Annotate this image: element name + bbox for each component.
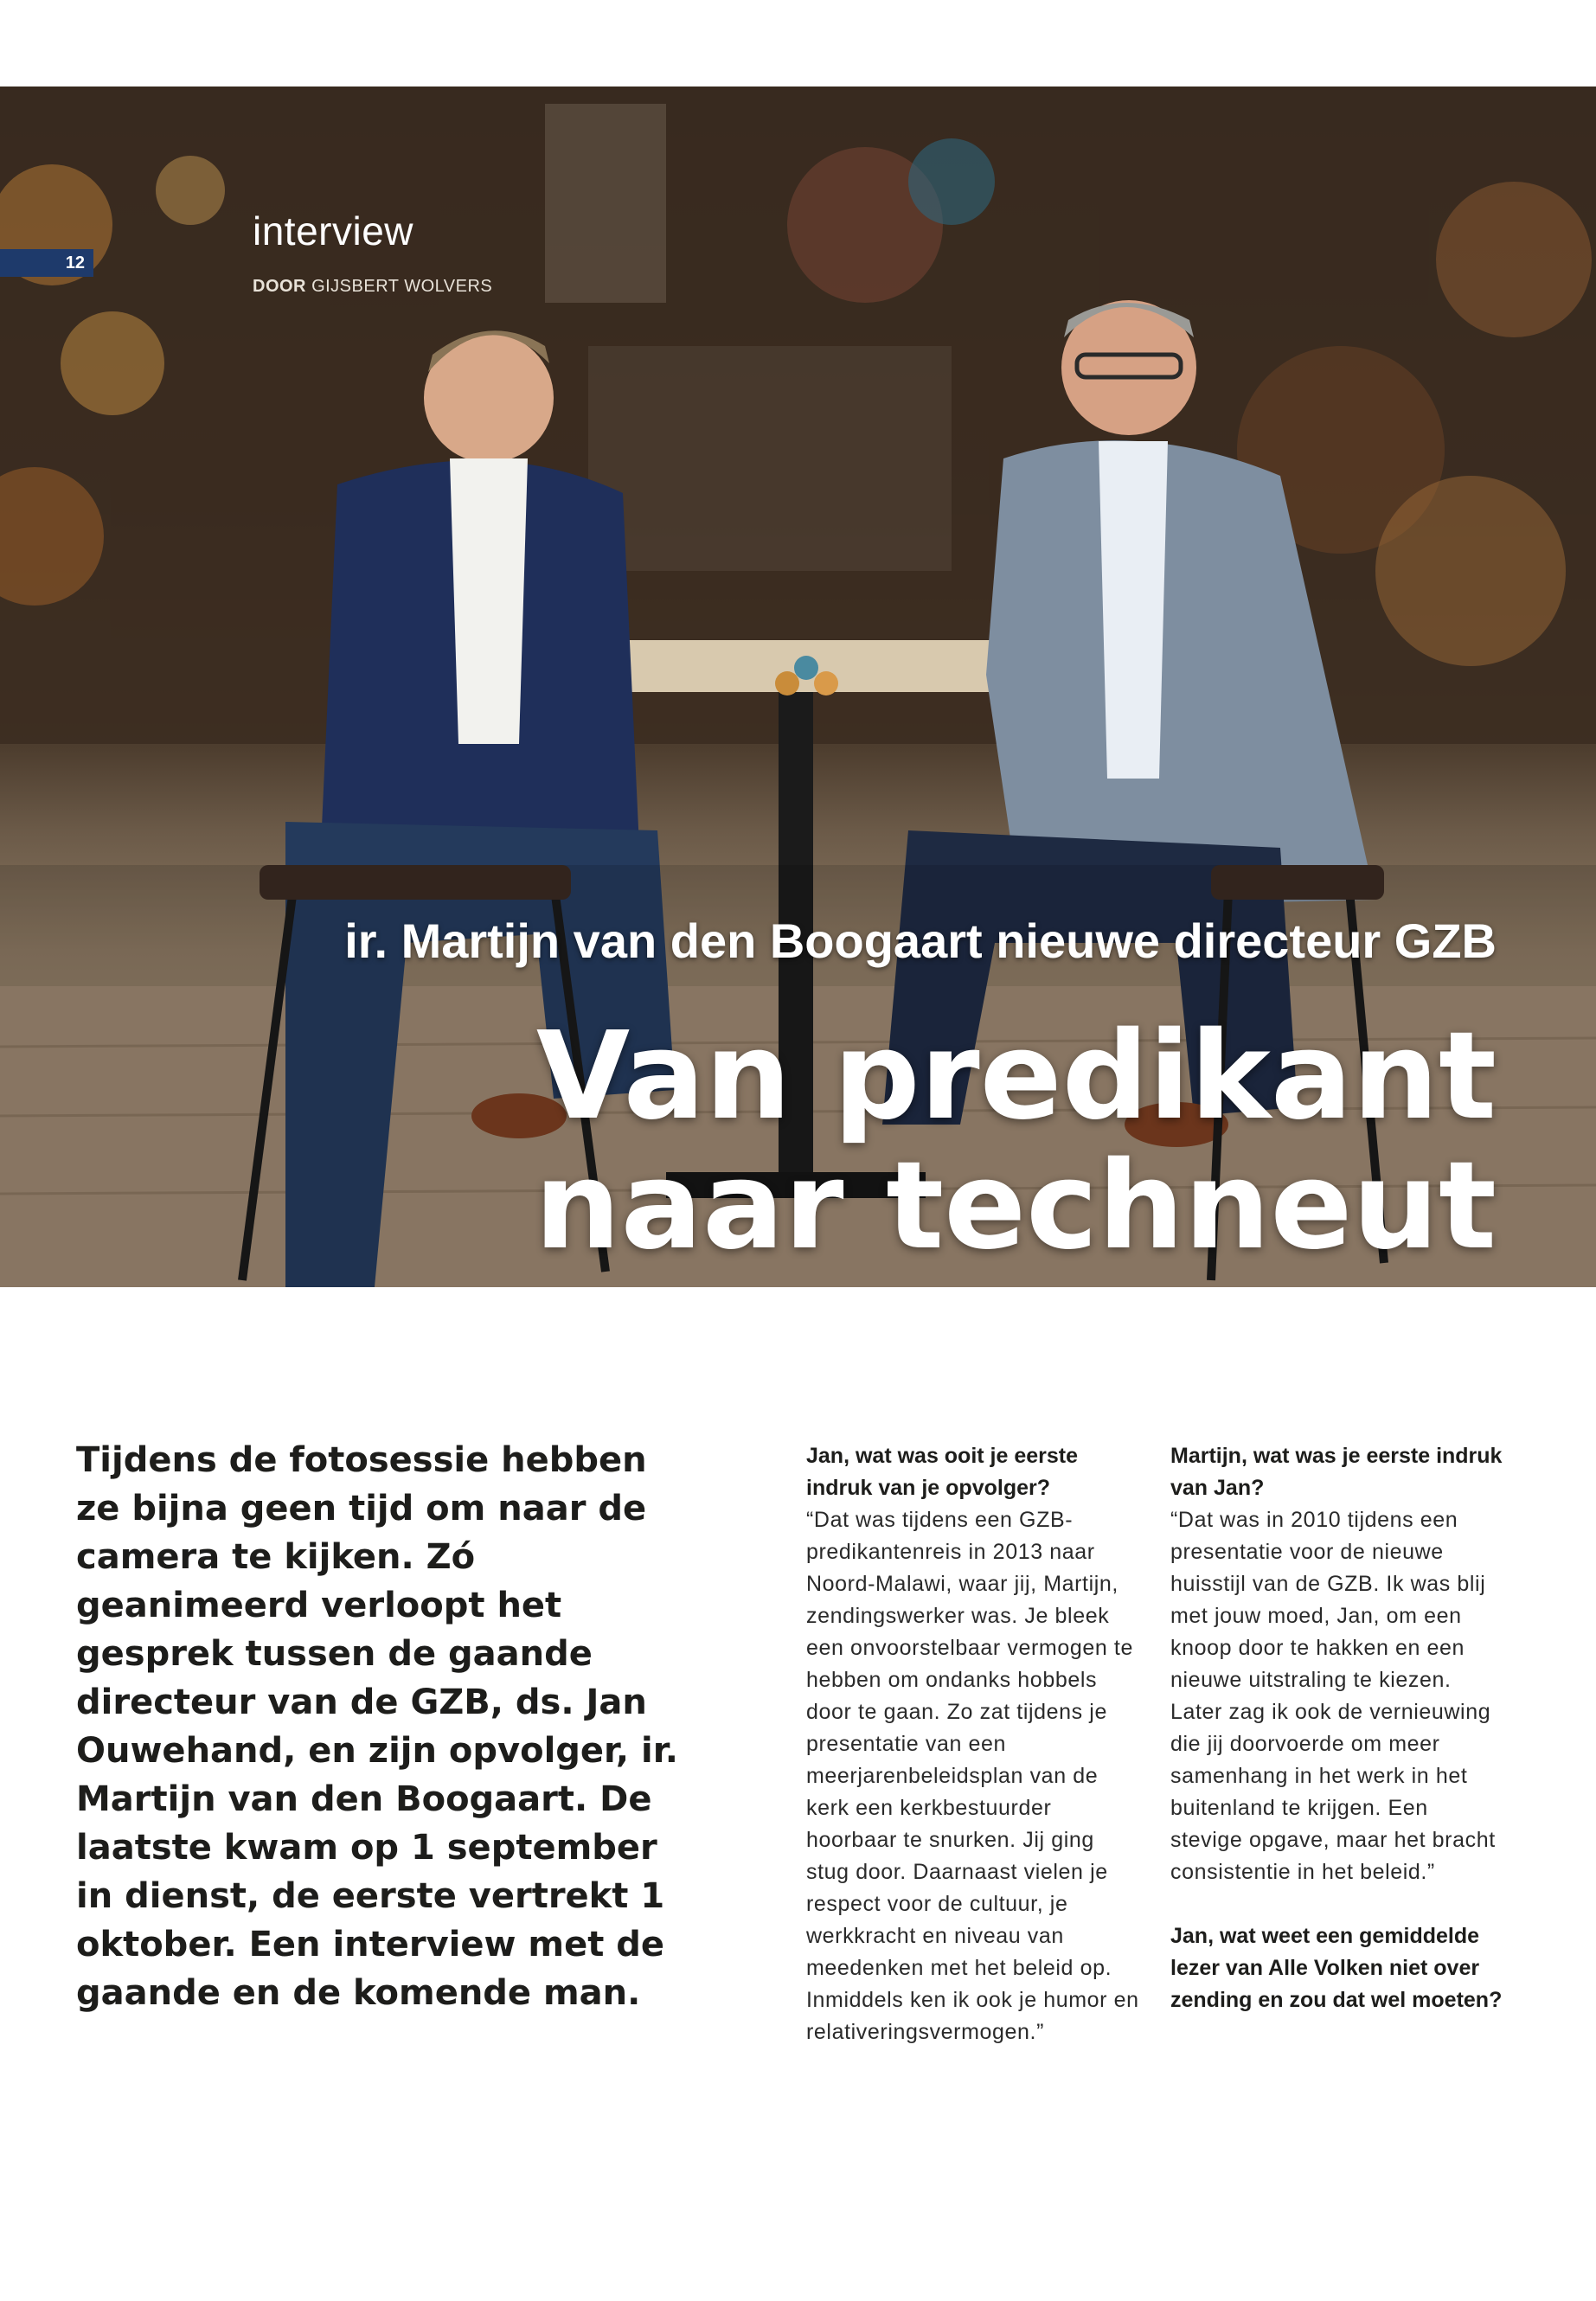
interview-column-2 [1170,1440,1503,2016]
headline-line-2: naar techneut [534,1136,1497,1277]
page-number-badge: 12 [0,249,93,277]
article-subtitle: ir. Martijn van den Boogaart nieuwe directeur GZB [344,913,1497,968]
article-headline [458,1006,1497,1277]
answer-1: “Dat was tijdens een GZB-predikantenreis in 2013 naar Noord-Malawi, waar jij, Martijn, zendingswerker was. Je bleek een onvoorstelbaar vermogen te hebben om ondanks hobbels door te gaan. Zo zat tijdens je presentatie van een meerjarenbeleidsplan van de kerk een kerkbestuurder hoorbaar te snurken. Jij ging stug door. Daarnaast vielen je respect voor de cultuur, je werkkracht en niveau van meedenken met het beleid op. Inmiddels ken ik ook je humor en relativeringsvermogen.” [806,1508,1139,2044]
section-label: interview [253,208,414,253]
question-3: Jan, wat weet een gemiddelde lezer van Alle Volken niet over zending en zou dat wel moeten? [1170,1924,1503,2012]
intro-paragraph: Tijdens de fotosessie hebben ze bijna geen tijd om naar de camera te kijken. Zó geanimeerd verloopt het gesprek tussen de gaande directeur van de GZB, ds. Jan Ouwehand, en zijn opvolger, ir. Martijn van den Boogaart. De laatste kwam op 1 september in dienst, de eerste vertrekt 1 oktober. Een interview met de gaande en de komende man. [76,1440,678,2013]
hero-photo [0,87,1596,1287]
question-2: Martijn, wat was je eerste indruk van Jan? [1170,1444,1503,1500]
byline-prefix: DOOR [253,277,306,296]
paragraph-gap [1170,1888,1503,1920]
interview-column-1 [806,1440,1139,2048]
question-1: Jan, wat was ooit je eerste indruk van je opvolger? [806,1444,1079,1500]
headline-line-1: Van predikant [535,1006,1497,1147]
byline [253,277,492,297]
answer-2: “Dat was in 2010 tijdens een presentatie voor de nieuwe huisstijl van de GZB. Ik was blij met jouw moed, Jan, om een knoop door te hakken en een nieuwe uitstraling te kiezen. Later zag ik ook de vernieuwing die jij doorvoerde om meer samenhang in het werk in het buitenland te krijgen. Een stevige opgave, maar het bracht consistentie in het beleid.” [1170,1508,1496,1884]
byline-author: GIJSBERT WOLVERS [311,277,493,296]
